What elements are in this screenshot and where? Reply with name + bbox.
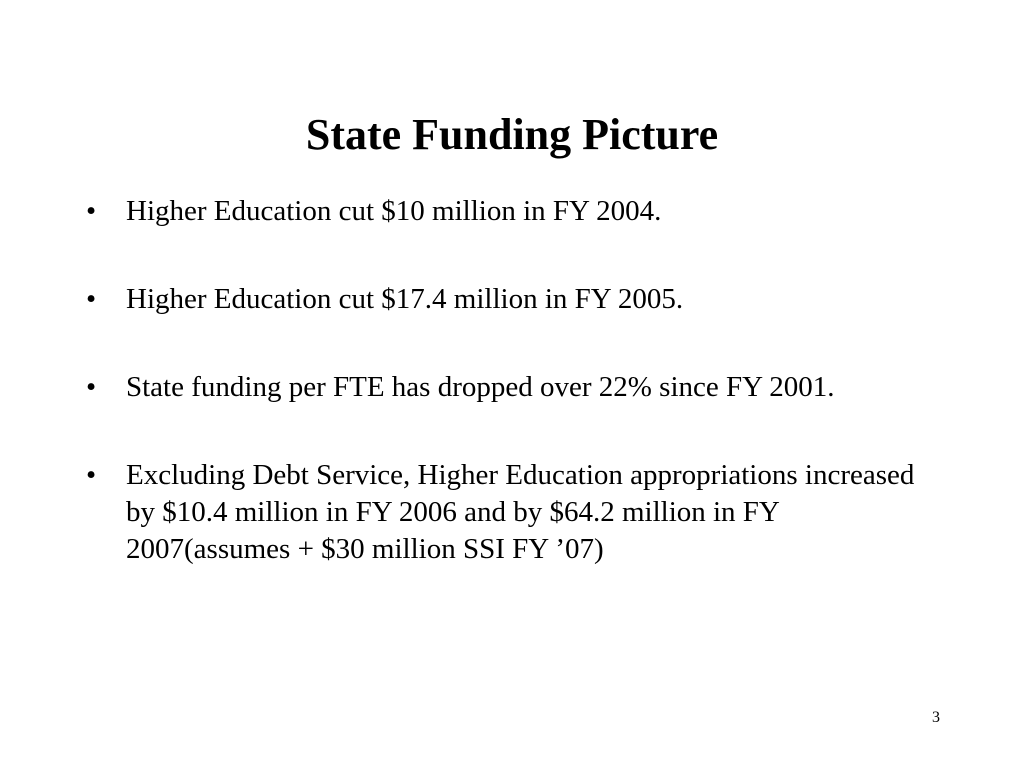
bullet-item <box>86 193 926 230</box>
bullet-item <box>86 281 926 318</box>
slide-title: State Funding Picture <box>305 110 719 159</box>
bullet-icon: • <box>86 371 97 403</box>
bullet-text: Higher Education cut $10 million in FY 2004. <box>126 195 662 227</box>
bullet-item <box>86 457 926 568</box>
bullet-text: Higher Education cut $17.4 million in FY 2005. <box>126 283 684 315</box>
page-number: 3 <box>932 709 940 726</box>
bullet-item <box>86 369 926 406</box>
bullet-list <box>86 193 926 568</box>
bullet-text: Excluding Debt Service, Higher Education appropriations increased by $10.4 million in FY 2006 and by $64.2 million in FY 2007(assumes + $30 million SSI FY ’07) <box>126 459 915 565</box>
bullet-icon: • <box>86 283 97 315</box>
bullet-icon: • <box>86 459 97 491</box>
bullet-text: State funding per FTE has dropped over 22% since FY 2001. <box>126 371 835 403</box>
bullet-icon: • <box>86 195 97 227</box>
